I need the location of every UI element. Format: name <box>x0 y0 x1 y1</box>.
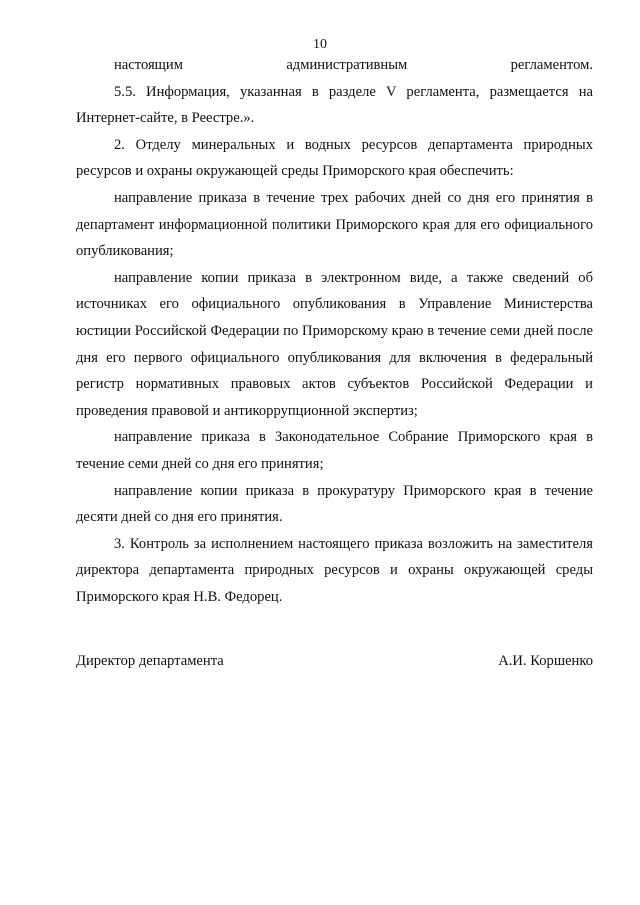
paragraph-continuation: настоящим административным регламентом. <box>114 57 593 73</box>
document-body <box>76 52 593 610</box>
page-number: 10 <box>313 37 327 52</box>
signatory-position: Директор департамента <box>76 653 224 669</box>
paragraph-5-5: 5.5. Информация, указанная в разделе V регламента, размещается на Интернет-сайте, в Реестре.». <box>76 83 593 127</box>
paragraph-2-item-4: направление копии приказа в прокуратуру Приморского края в течение десяти дней со дня его принятия. <box>76 482 593 526</box>
signature-block <box>76 652 593 670</box>
paragraph-2-item-2: направление копии приказа в электронном виде, а также сведений об источниках его официального опубликования в Управление Министерства юстиции Российской Федерации по Приморскому краю в течение семи дней после дня его первого официального опубликования для включения в федеральный регистр нормативных правовых актов субъектов Российской Федерации и проведения правовой и антикоррупционной экспертиз; <box>76 269 593 419</box>
signatory-name: А.И. Коршенко <box>498 653 593 669</box>
paragraph-2: 2. Отделу минеральных и водных ресурсов департамента природных ресурсов и охраны окружающей среды Приморского края обеспечить: <box>76 136 593 180</box>
paragraph-3: 3. Контроль за исполнением настоящего приказа возложить на заместителя директора департамента природных ресурсов и охраны окружающей среды Приморского края Н.В. Федорец. <box>76 535 593 605</box>
paragraph-2-item-3: направление приказа в Законодательное Собрание Приморского края в течение семи дней со дня его принятия; <box>76 429 593 472</box>
paragraph-2-item-1: направление приказа в течение трех рабочих дней со дня его принятия в департамент информационной политики Приморского края для его официального опубликования; <box>76 189 593 260</box>
